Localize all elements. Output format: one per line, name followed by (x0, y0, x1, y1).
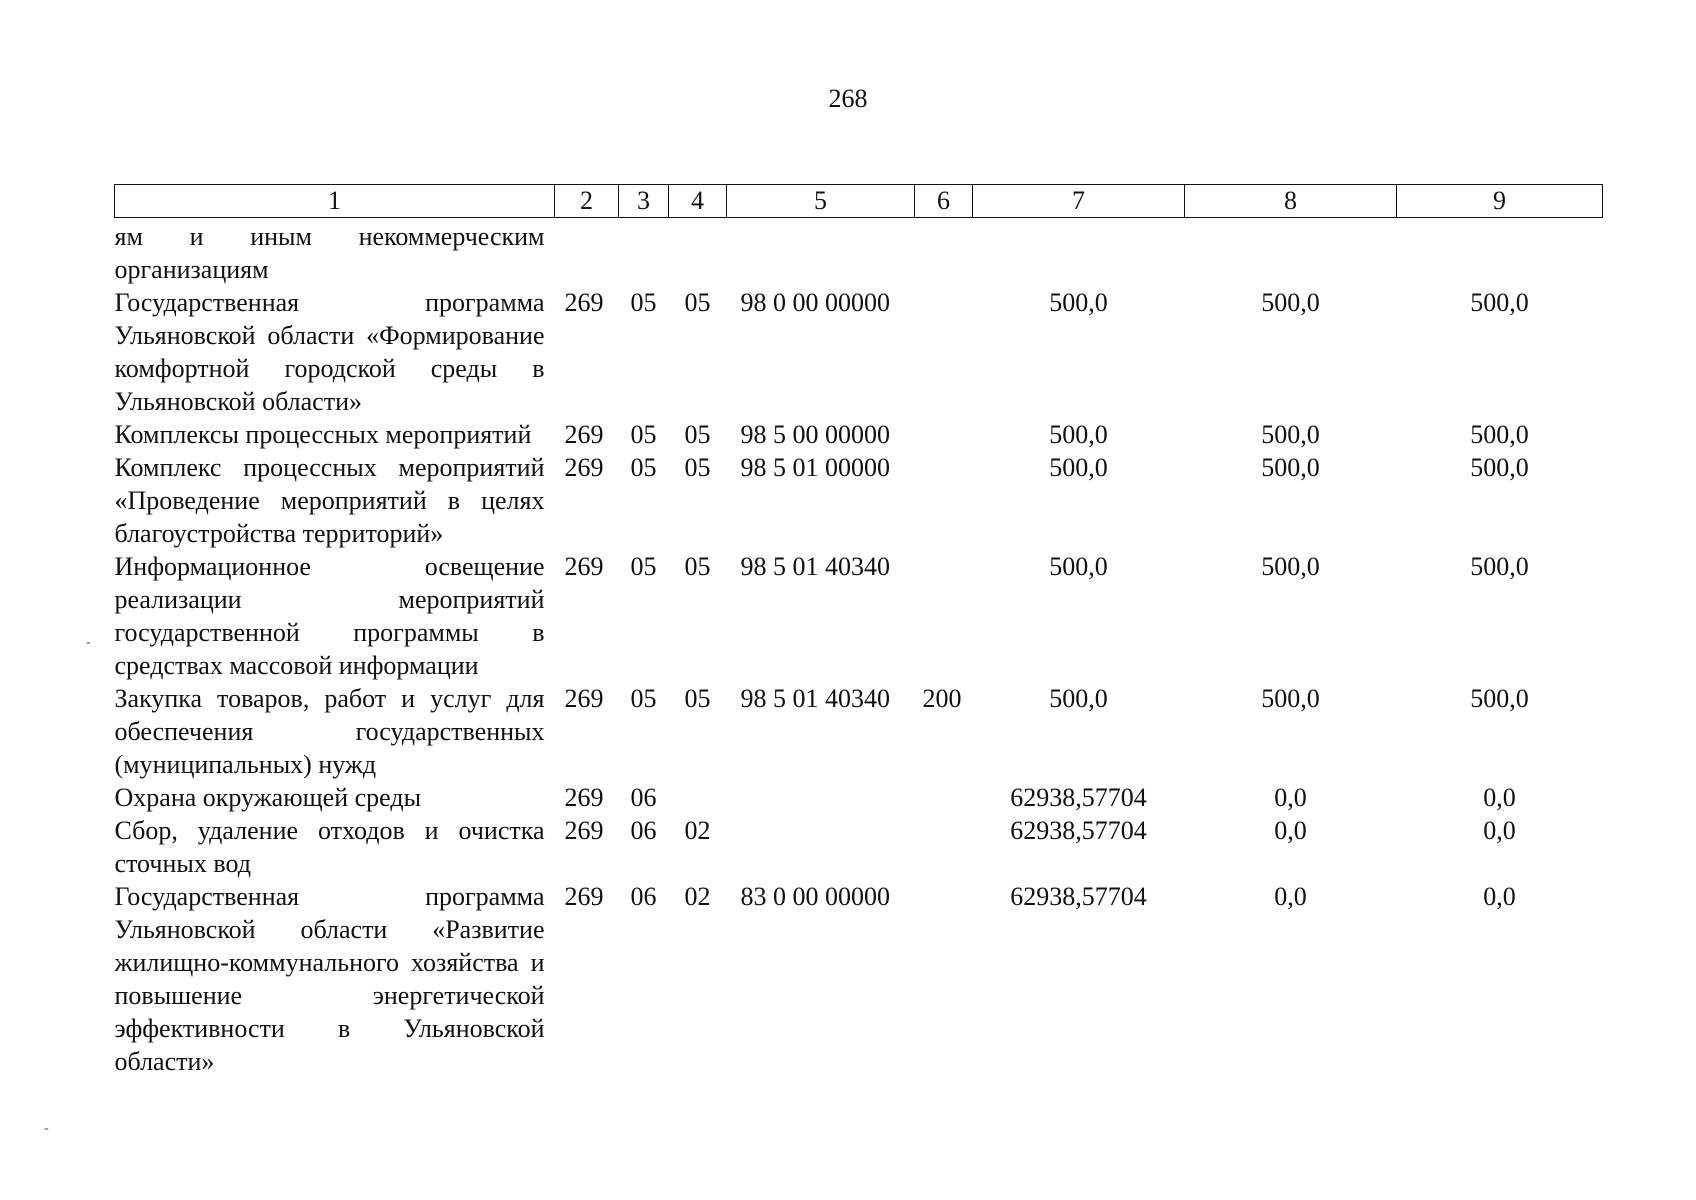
code-cell: 269 (564, 783, 604, 812)
target-item-cell (727, 781, 915, 814)
amount-cell: 500,0 (1261, 552, 1320, 581)
amount-cell: 0,0 (1274, 882, 1307, 911)
table-row (115, 550, 1603, 682)
subsection-cell (669, 218, 727, 287)
amount-cell: 500,0 (1470, 420, 1529, 449)
section-cell: 05 (630, 552, 657, 581)
column-header: 5 (727, 185, 915, 218)
amount-cell: 62938,57704 (1010, 783, 1147, 812)
amount-cell: 500,0 (1049, 684, 1108, 713)
table-row (115, 682, 1603, 781)
column-header: 8 (1185, 185, 1397, 218)
amount-cell: 500,0 (1470, 552, 1529, 581)
code-cell: 269 (564, 684, 604, 713)
code-cell: 269 (564, 816, 604, 845)
amount-cell (1185, 218, 1397, 287)
table-row (115, 781, 1603, 814)
section-cell: 05 (630, 420, 657, 449)
code-cell: 269 (564, 420, 604, 449)
amount-cell: 62938,57704 (1010, 882, 1147, 911)
expense-type-cell (915, 286, 973, 418)
amount-cell: 500,0 (1261, 684, 1320, 713)
subsection-cell: 05 (684, 684, 711, 713)
row-name-cell: Сбор, удаление отходов и очистка сточных вод (114, 816, 545, 878)
subsection-cell: 05 (684, 420, 711, 449)
target-item-cell (727, 814, 915, 880)
row-name-cell: Охрана окружающей среды (114, 783, 422, 812)
amount-cell: 0,0 (1274, 816, 1307, 845)
column-header: 3 (619, 185, 669, 218)
column-header: 1 (115, 185, 555, 218)
column-header: 7 (973, 185, 1185, 218)
table-row (115, 286, 1603, 418)
section-cell: 05 (630, 288, 657, 317)
target-item-cell: 83 0 00 00000 (740, 882, 890, 911)
table-row (115, 814, 1603, 880)
amount-cell: 500,0 (1049, 420, 1108, 449)
header-row (115, 185, 1603, 218)
row-name-cell: Государственная программа Ульяновской области «Формирование комфортной городской среды в Ульяновской области» (114, 288, 545, 416)
target-item-cell: 98 5 01 40340 (740, 552, 890, 581)
expense-type-cell (915, 550, 973, 682)
page-number: 268 (828, 84, 868, 113)
expense-type-cell (915, 880, 973, 1078)
amount-cell: 500,0 (1261, 420, 1320, 449)
table-row (115, 880, 1603, 1078)
section-cell (619, 218, 669, 287)
section-cell: 06 (630, 783, 657, 812)
code-cell: 269 (564, 552, 604, 581)
section-cell: 05 (630, 684, 657, 713)
column-header: 4 (669, 185, 727, 218)
amount-cell: 500,0 (1470, 288, 1529, 317)
code-cell: 269 (564, 453, 604, 482)
amount-cell: 500,0 (1470, 453, 1529, 482)
amount-cell (973, 218, 1185, 287)
target-item-cell: 98 5 01 40340 (740, 684, 890, 713)
subsection-cell: 05 (684, 453, 711, 482)
amount-cell: 500,0 (1049, 288, 1108, 317)
subsection-cell: 02 (684, 816, 711, 845)
amount-cell: 500,0 (1049, 552, 1108, 581)
amount-cell: 0,0 (1274, 783, 1307, 812)
code-cell (555, 218, 619, 287)
amount-cell: 0,0 (1483, 882, 1516, 911)
amount-cell (1397, 218, 1603, 287)
scan-mark: - (44, 1121, 49, 1136)
section-cell: 05 (630, 453, 657, 482)
code-cell: 269 (564, 882, 604, 911)
expense-type-cell (915, 781, 973, 814)
target-item-cell: 98 5 01 00000 (740, 453, 890, 482)
subsection-cell: 05 (684, 288, 711, 317)
row-name-cell: Закупка товаров, работ и услуг для обеспечения государственных (муниципальных) нужд (114, 684, 545, 779)
expense-type-cell (915, 218, 973, 287)
subsection-cell: 02 (684, 882, 711, 911)
row-name-cell: Государственная программа Ульяновской области «Развитие жилищно-коммунального хозяйства и повышение энергетической эффективности в Ульяновской области» (114, 882, 545, 1076)
target-item-cell (727, 218, 915, 287)
target-item-cell: 98 0 00 00000 (740, 288, 890, 317)
expense-type-cell (915, 451, 973, 550)
target-item-cell: 98 5 00 00000 (740, 420, 890, 449)
row-name-cell: ям и иным некоммерческим организациям (114, 222, 545, 284)
table-row (115, 218, 1603, 287)
code-cell: 269 (564, 288, 604, 317)
expense-type-cell: 200 (922, 684, 962, 713)
table-row (115, 451, 1603, 550)
column-header: 9 (1397, 185, 1603, 218)
expense-type-cell (915, 418, 973, 451)
amount-cell: 500,0 (1261, 453, 1320, 482)
table-body (115, 218, 1603, 1079)
subsection-cell: 05 (684, 552, 711, 581)
amount-cell: 500,0 (1261, 288, 1320, 317)
row-name-cell: Информационное освещение реализации мероприятий государственной программы в средствах массовой информации (114, 552, 545, 680)
column-header: 6 (915, 185, 973, 218)
amount-cell: 62938,57704 (1010, 816, 1147, 845)
subsection-cell (669, 781, 727, 814)
amount-cell: 500,0 (1049, 453, 1108, 482)
row-name-cell: Комплексы процессных мероприятий (114, 420, 532, 449)
section-cell: 06 (630, 882, 657, 911)
scan-mark: - (86, 635, 91, 650)
column-header: 2 (555, 185, 619, 218)
budget-table (114, 184, 1603, 1078)
table-row (115, 418, 1603, 451)
amount-cell: 500,0 (1470, 684, 1529, 713)
amount-cell: 0,0 (1483, 783, 1516, 812)
expense-type-cell (915, 814, 973, 880)
section-cell: 06 (630, 816, 657, 845)
row-name-cell: Комплекс процессных мероприятий «Проведение мероприятий в целях благоустройства территорий» (114, 453, 545, 548)
amount-cell: 0,0 (1483, 816, 1516, 845)
